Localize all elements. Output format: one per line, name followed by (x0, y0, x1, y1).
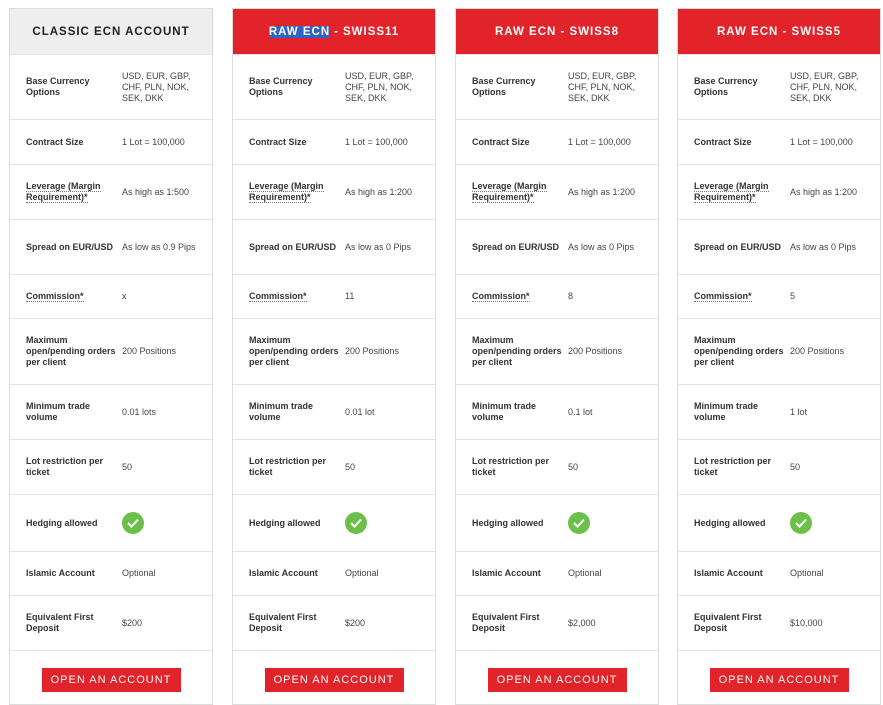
row-value: As low as 0 Pips (790, 241, 857, 252)
row-islamic (456, 551, 658, 595)
row-islamic (10, 551, 212, 595)
column-header (456, 9, 658, 54)
row-value: 5 (790, 291, 796, 301)
row-label[interactable] (472, 291, 568, 302)
row-label: Islamic Account (472, 568, 541, 578)
row-value: 1 lot (790, 406, 808, 417)
row-label: Lot restriction per ticket (249, 456, 327, 477)
leverage-tooltip-link[interactable]: Leverage (Margin Requirement)* (26, 181, 101, 202)
check-circle-icon (122, 512, 144, 534)
account-column-swiss11 (232, 8, 436, 705)
row-label: Base Currency Options (694, 76, 758, 97)
row-max-orders (233, 318, 435, 384)
row-max-orders (10, 318, 212, 384)
row-value: 0.01 lot (345, 406, 375, 417)
row-label: Hedging allowed (694, 517, 766, 528)
row-label: Maximum open/pending orders per client (26, 335, 116, 367)
column-title: RAW ECN - SWISS5 (717, 25, 841, 38)
row-base-currency (10, 54, 212, 119)
row-value: Optional (345, 568, 379, 578)
row-value (345, 512, 429, 534)
row-lot-restriction (10, 439, 212, 494)
commission-tooltip-link[interactable]: Commission* (249, 291, 307, 301)
row-commission (10, 274, 212, 318)
row-islamic (678, 551, 880, 595)
row-value: As high as 1:200 (568, 186, 636, 197)
row-value: Optional (568, 568, 602, 578)
row-label: Minimum trade volume (472, 401, 537, 422)
row-leverage (456, 164, 658, 219)
row-contract-size (233, 119, 435, 164)
commission-tooltip-link[interactable]: Commission* (472, 291, 530, 301)
row-value: 11 (345, 291, 355, 301)
row-label: Base Currency Options (249, 76, 313, 97)
leverage-tooltip-link[interactable]: Leverage (Margin Requirement)* (249, 181, 324, 202)
row-commission (233, 274, 435, 318)
row-button (10, 650, 212, 705)
row-lot-restriction (678, 439, 880, 494)
row-label: Maximum open/pending orders per client (694, 335, 784, 367)
row-hedging (456, 494, 658, 551)
row-value: As high as 1:200 (345, 186, 413, 197)
row-label: Hedging allowed (472, 517, 544, 528)
row-min-trade (233, 384, 435, 439)
row-label: Equivalent First Deposit (694, 612, 762, 633)
row-value: USD, EUR, GBP, CHF, PLN, NOK, SEK, DKK (568, 70, 637, 103)
commission-tooltip-link[interactable]: Commission* (694, 291, 752, 301)
row-hedging (233, 494, 435, 551)
row-label: Lot restriction per ticket (472, 456, 550, 477)
row-label: Maximum open/pending orders per client (249, 335, 339, 367)
row-value: Optional (122, 568, 156, 578)
row-value: 1 Lot = 100,000 (122, 136, 185, 147)
row-value: Optional (790, 568, 824, 578)
row-value: 50 (345, 461, 356, 472)
column-title-selected: RAW ECN (268, 25, 331, 38)
account-column-classic-ecn (9, 8, 213, 705)
row-value: 50 (122, 461, 133, 472)
row-leverage (10, 164, 212, 219)
row-label: Minimum trade volume (249, 401, 314, 422)
account-column-swiss5 (677, 8, 881, 705)
row-contract-size (456, 119, 658, 164)
row-value: $200 (345, 617, 366, 628)
row-deposit (456, 595, 658, 650)
row-button (456, 650, 658, 705)
row-leverage (678, 164, 880, 219)
row-deposit (678, 595, 880, 650)
row-min-trade (10, 384, 212, 439)
check-circle-icon (345, 512, 367, 534)
row-label: Lot restriction per ticket (26, 456, 104, 477)
row-label[interactable] (694, 291, 790, 302)
row-label: Maximum open/pending orders per client (472, 335, 562, 367)
row-spread (678, 219, 880, 274)
open-account-button[interactable]: OPEN AN ACCOUNT (265, 668, 404, 692)
row-contract-size (10, 119, 212, 164)
row-value: 8 (568, 291, 574, 301)
row-value: $200 (122, 617, 143, 628)
row-spread (233, 219, 435, 274)
column-header (233, 9, 435, 54)
row-label: Lot restriction per ticket (694, 456, 772, 477)
row-value: As low as 0 Pips (345, 241, 412, 252)
row-label: Minimum trade volume (694, 401, 759, 422)
row-value: 200 Positions (568, 346, 623, 356)
row-label: Contract Size (26, 136, 84, 147)
row-label: Equivalent First Deposit (472, 612, 540, 633)
row-deposit (10, 595, 212, 650)
row-label: Equivalent First Deposit (249, 612, 317, 633)
row-base-currency (678, 54, 880, 119)
row-value: As high as 1:200 (790, 186, 858, 197)
row-value: 200 Positions (790, 346, 845, 356)
row-spread (10, 219, 212, 274)
row-value: 200 Positions (345, 346, 400, 356)
row-label: Spread on EUR/USD (26, 241, 114, 252)
row-value: USD, EUR, GBP, CHF, PLN, NOK, SEK, DKK (790, 70, 859, 103)
row-contract-size (678, 119, 880, 164)
row-base-currency (233, 54, 435, 119)
row-value: 50 (568, 461, 579, 472)
row-value (122, 512, 206, 534)
row-lot-restriction (233, 439, 435, 494)
row-label: Spread on EUR/USD (472, 241, 560, 252)
column-title-rest: SWISS11 (342, 25, 400, 38)
column-title: CLASSIC ECN ACCOUNT (32, 25, 190, 38)
row-min-trade (678, 384, 880, 439)
row-value (790, 512, 874, 534)
column-title: RAW ECN - SWISS8 (495, 25, 619, 38)
row-label[interactable] (26, 181, 122, 203)
commission-tooltip-link[interactable]: Commission* (26, 291, 84, 301)
row-commission (678, 274, 880, 318)
row-value: 1 Lot = 100,000 (568, 136, 631, 147)
row-label[interactable] (472, 181, 568, 203)
row-value: 0.01 lots (122, 406, 157, 417)
row-value: 200 Positions (122, 346, 177, 356)
row-label[interactable] (26, 291, 122, 302)
row-value: $10,000 (790, 617, 823, 628)
open-account-button[interactable]: OPEN AN ACCOUNT (488, 668, 627, 692)
row-label[interactable] (694, 181, 790, 203)
row-value (568, 512, 652, 534)
row-label: Base Currency Options (472, 76, 536, 97)
row-label: Minimum trade volume (26, 401, 91, 422)
open-account-button[interactable]: OPEN AN ACCOUNT (710, 668, 849, 692)
open-account-button[interactable]: OPEN AN ACCOUNT (42, 668, 181, 692)
row-value: 1 Lot = 100,000 (790, 136, 853, 147)
row-min-trade (456, 384, 658, 439)
row-value: USD, EUR, GBP, CHF, PLN, NOK, SEK, DKK (122, 70, 191, 103)
row-label: Contract Size (249, 136, 307, 147)
row-label[interactable] (249, 291, 345, 302)
row-label: Spread on EUR/USD (249, 241, 337, 252)
row-label: Hedging allowed (26, 517, 98, 528)
row-commission (456, 274, 658, 318)
row-spread (456, 219, 658, 274)
row-label: Islamic Account (249, 568, 318, 578)
row-value: 0.1 lot (568, 406, 593, 417)
row-value: 1 Lot = 100,000 (345, 136, 408, 147)
row-value: 50 (790, 461, 801, 472)
row-max-orders (678, 318, 880, 384)
row-label: Base Currency Options (26, 76, 90, 97)
row-value: As high as 1:500 (122, 186, 190, 197)
row-button (678, 650, 880, 705)
row-label[interactable] (249, 181, 345, 203)
row-deposit (233, 595, 435, 650)
row-value: As low as 0.9 Pips (122, 241, 196, 252)
row-label: Contract Size (694, 136, 752, 147)
leverage-tooltip-link[interactable]: Leverage (Margin Requirement)* (472, 181, 547, 202)
row-label: Contract Size (472, 136, 530, 147)
row-hedging (678, 494, 880, 551)
row-label: Islamic Account (694, 568, 763, 578)
row-lot-restriction (456, 439, 658, 494)
column-title-dash: - (334, 25, 339, 38)
row-leverage (233, 164, 435, 219)
check-circle-icon (790, 512, 812, 534)
row-label: Hedging allowed (249, 517, 321, 528)
row-value: x (122, 291, 127, 301)
row-hedging (10, 494, 212, 551)
check-circle-icon (568, 512, 590, 534)
row-label: Islamic Account (26, 568, 95, 578)
account-column-swiss8 (455, 8, 659, 705)
row-base-currency (456, 54, 658, 119)
column-header (678, 9, 880, 54)
column-header (10, 9, 212, 54)
row-islamic (233, 551, 435, 595)
row-label: Equivalent First Deposit (26, 612, 94, 633)
row-max-orders (456, 318, 658, 384)
leverage-tooltip-link[interactable]: Leverage (Margin Requirement)* (694, 181, 769, 202)
row-value: $2,000 (568, 617, 596, 628)
row-value: USD, EUR, GBP, CHF, PLN, NOK, SEK, DKK (345, 70, 414, 103)
row-value: As low as 0 Pips (568, 241, 635, 252)
row-button (233, 650, 435, 705)
row-label: Spread on EUR/USD (694, 241, 782, 252)
